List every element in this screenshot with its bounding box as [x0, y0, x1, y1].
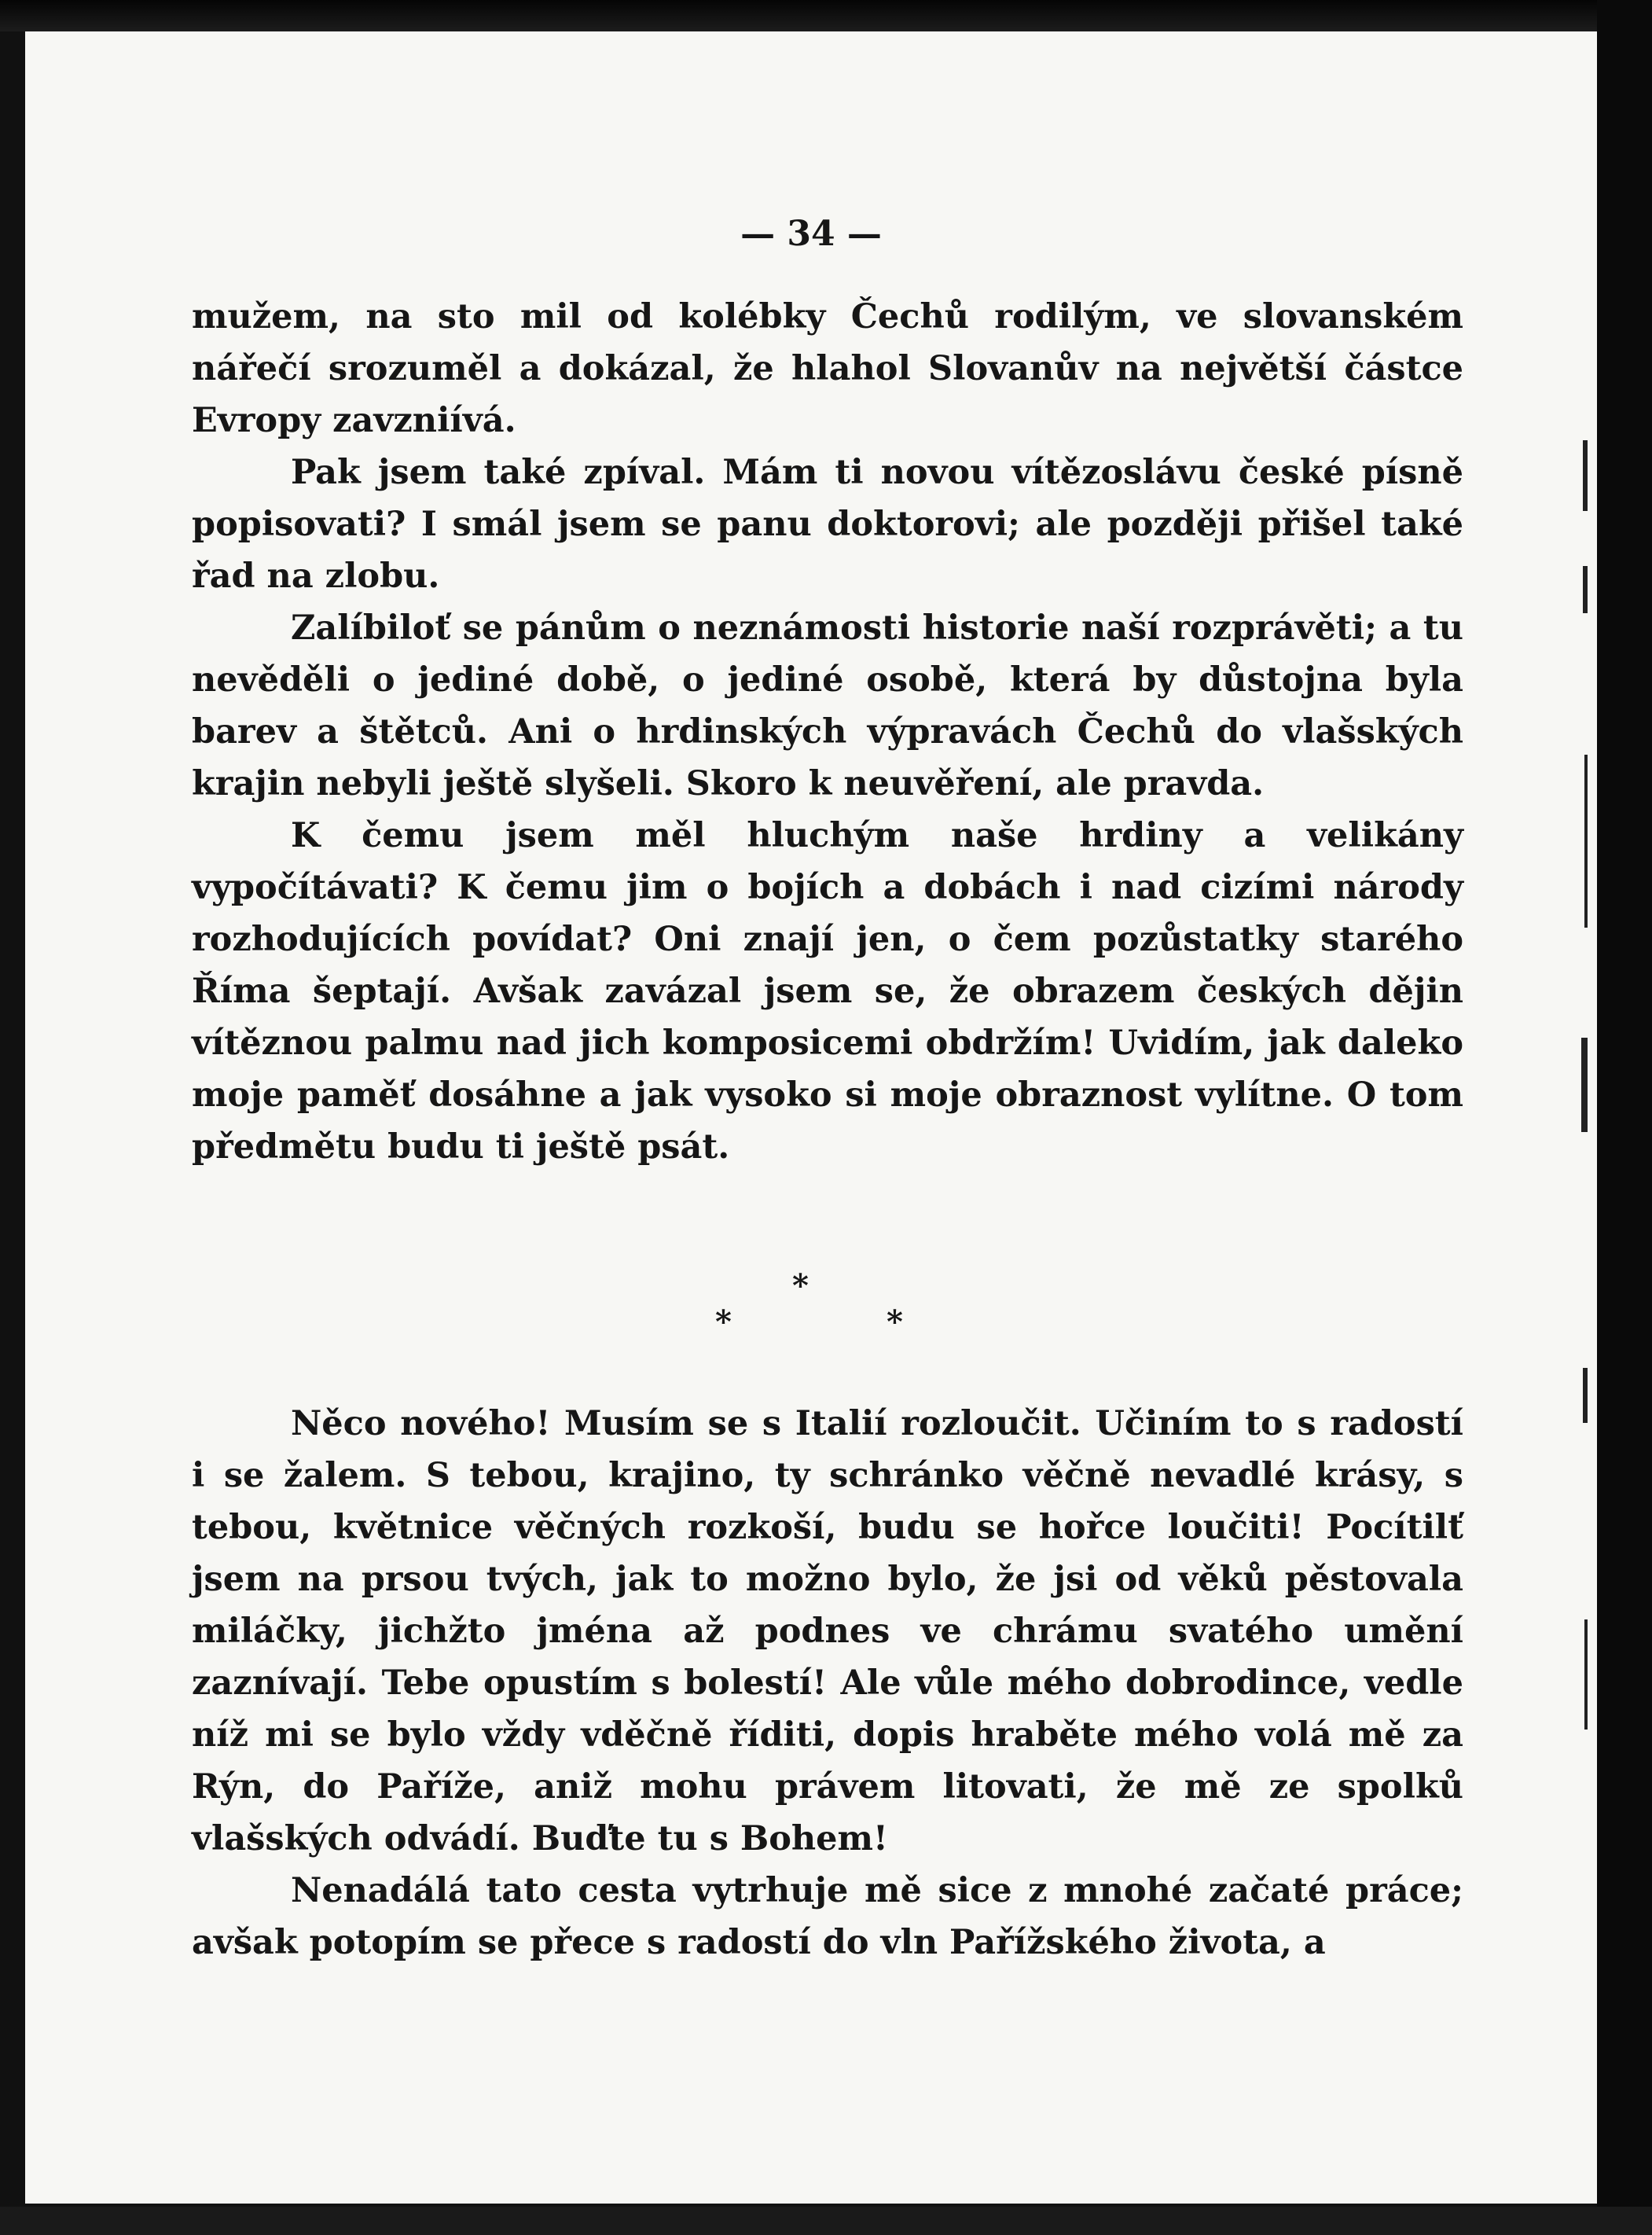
paragraph: K čemu jsem měl hluchým naše hrdiny a velikány vypočítávati? K čemu jim o bojích a dobách i nad cizími národy rozhodujících povídat? Oni znají jen, o čem pozůstatky starého Říma šeptají. Avšak zavázal jsem se, že obrazem českých dějin vítěznou palmu nad jich komposicemi obdržím! Uvidím, jak daleko moje paměť dosáhne a jak vysoko si moje obraznost vylítne. O tom předmětu budu ti ještě psát. — [192, 816, 1463, 1167]
asterisk-top: * — [792, 1267, 809, 1304]
paragraph: Pak jsem také zpíval. Mám ti novou vítězoslávu české písně popisovati? I smál jsem se panu doktorovi; ale později přišel také řad na zlobu. — [192, 453, 1463, 596]
scan-edge-bottom — [0, 2207, 1652, 2235]
paragraph: Nenadálá tato cesta vytrhuje mě sice z mnohé začaté práce; avšak potopím se přece s radostí do vln Pařížského života, a — [192, 1871, 1463, 1962]
asterisk-right: * — [887, 1303, 903, 1340]
paragraph-continued: mužem, na sto mil od kolébky Čechů rodilým, ve slovanském nářečí srozuměl a dokázal, že hlahol Slovanův na největší částce Evropy zavzniívá. — [192, 297, 1463, 440]
section-separator — [25, 1267, 1597, 1354]
text-section-one — [192, 291, 1463, 1173]
binding-marks — [1569, 440, 1588, 1934]
book-page — [25, 31, 1597, 2204]
scan-edge-right — [1597, 0, 1652, 2235]
paragraph: Něco nového! Musím se s Italií rozloučit. Učiním to s radostí i se žalem. S tebou, krajino, ty schránko věčně nevadlé krásy, s tebou, květnice věčných rozkoší, budu se hořce loučiti! Pocítilť jsem na prsou tvých, jak to možno bylo, že jsi od věků pěstovala miláčky, jichžto jména až podnes ve chrámu svatého umění zaznívají. Tebe opustím s bolestí! Ale vůle mého dobrodince, vedle níž mi se bylo vždy vděčně říditi, dopis hraběte mého volá mě za Rýn, do Paříže, aniž mohu právem litovati, že mě ze spolků vlašských odvádí. Buďte tu s Bohem! — [192, 1404, 1463, 1858]
scan-edge-top — [0, 0, 1652, 31]
asterisk-left: * — [715, 1303, 732, 1340]
paragraph: Zalíbiloť se pánům o neznámosti historie naší rozprávěti; a tu nevěděli o jediné době, o jediné osobě, která by důstojna byla barev a štětců. Ani o hrdinských výpravách Čechů do vlašských krajin nebyli ještě slyšeli. Skoro k neuvěření, ale pravda. — [192, 608, 1463, 803]
text-section-two — [192, 1398, 1463, 1968]
page-number: — 34 — — [740, 214, 882, 254]
